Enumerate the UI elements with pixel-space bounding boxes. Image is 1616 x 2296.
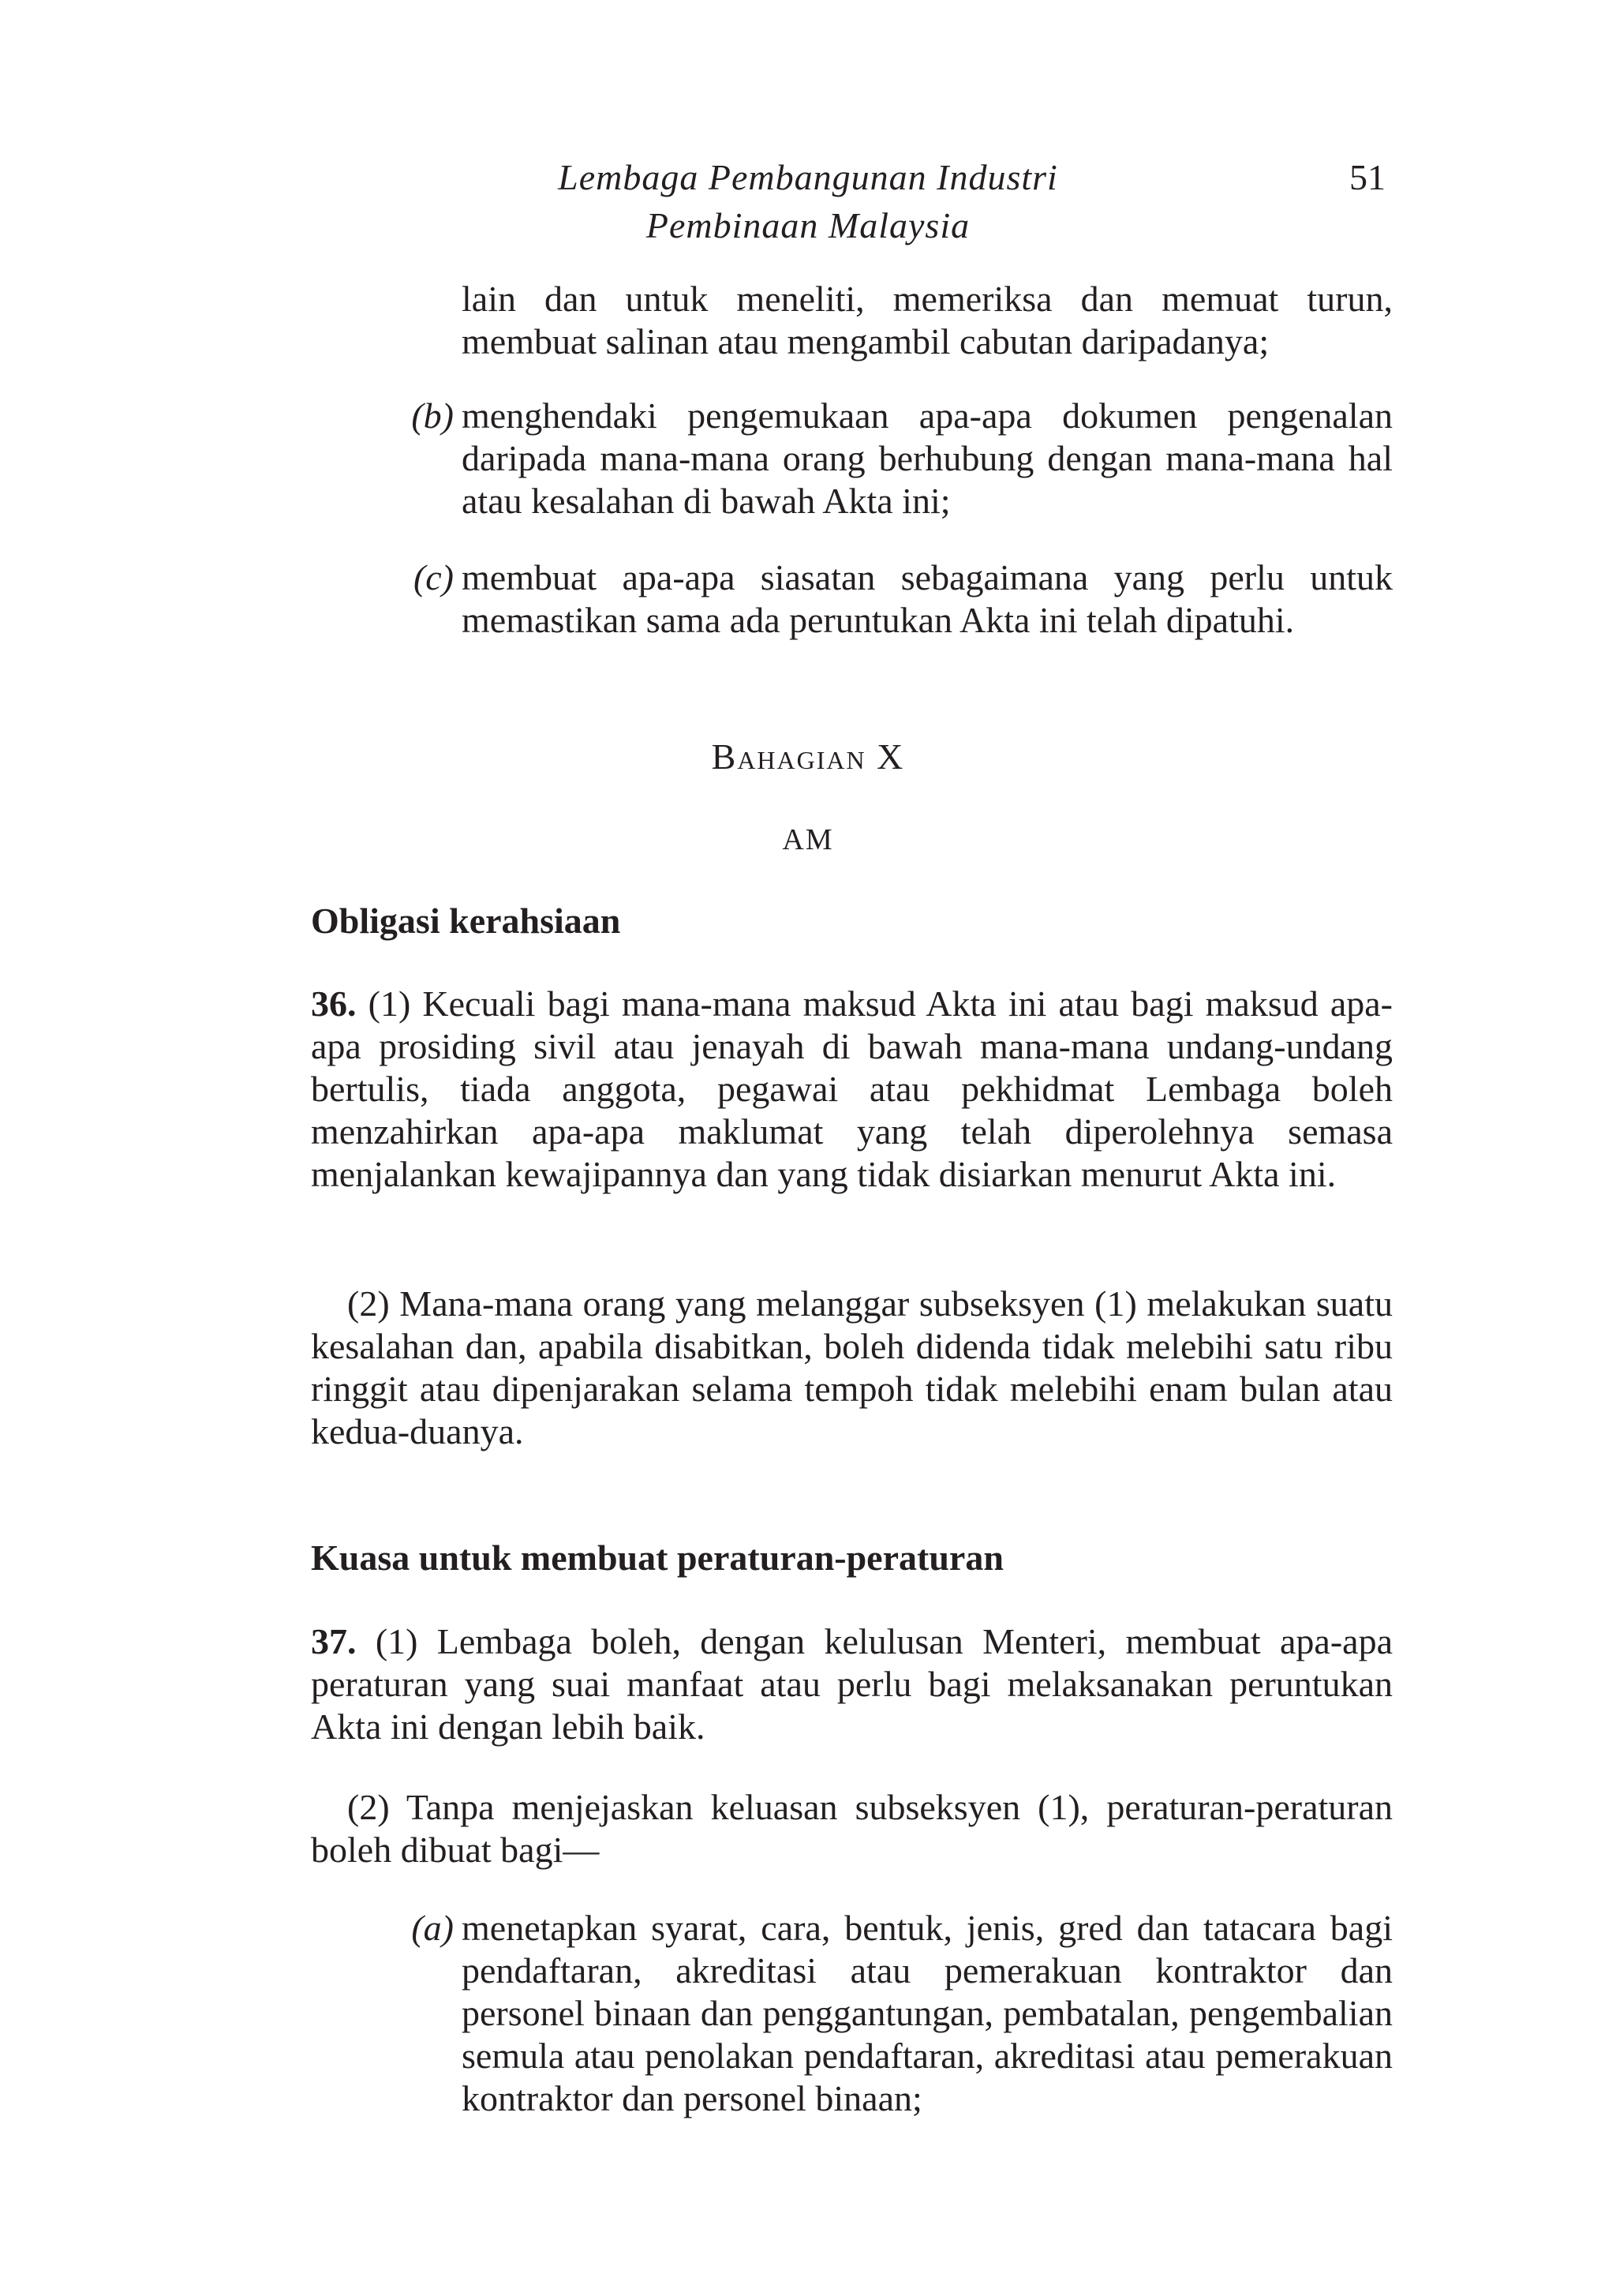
section-37-subsection-1-text: (1) Lembaga boleh, dengan kelulusan Menteri, membuat apa-apa peraturan yang suai manfaat atau perlu bagi melaksanakan peruntukan Akta ini dengan lebih baik. <box>311 1621 1393 1747</box>
running-header-title: Lembaga Pembangunan Industri Pembinaan Malaysia <box>558 157 1058 245</box>
continuation-paragraph: lain dan untuk meneliti, memeriksa dan memuat turun, membuat salinan atau mengambil cabutan daripadanya; <box>462 279 1393 361</box>
page-number: 51 <box>1349 157 1386 197</box>
part-subtitle: AM <box>782 823 834 856</box>
item-text-c: membuat apa-apa siasatan sebagaimana yang perlu untuk memastikan sama ada peruntukan Akta ini telah dipatuhi. <box>462 557 1393 640</box>
item-label-b: (b) <box>411 395 454 436</box>
item-label-c: (c) <box>413 557 454 597</box>
section-37-heading: Kuasa untuk membuat peraturan-peraturan <box>311 1538 1004 1578</box>
item-text-a: menetapkan syarat, cara, bentuk, jenis, gred dan tatacara bagi pendaftaran, akreditasi atau pemerakuan kontraktor dan personel binaan dan penggantungan, pembatalan, pengembalian semula atau penolakan pendaftaran, akreditasi atau pemerakuan kontraktor dan personel binaan; <box>462 1908 1393 2118</box>
section-37-subsection-2: (2) Tanpa menjejaskan keluasan subseksyen (1), peraturan-peraturan boleh dibuat bagi— <box>311 1787 1393 1870</box>
item-text-b: menghendaki pengemukaan apa-apa dokumen pengenalan daripada mana-mana orang berhubung dengan mana-mana hal atau kesalahan di bawah Akta ini; <box>462 395 1393 521</box>
section-36-number: 36. <box>311 983 357 1024</box>
section-36-subsection-1 <box>311 983 1393 1196</box>
section-36-subsection-1-text: (1) Kecuali bagi mana-mana maksud Akta ini atau bagi maksud apa-apa prosiding sivil atau jenayah di bawah mana-mana undang-undang bertulis, tiada anggota, pegawai atau pekhidmat Lembaga boleh menzahirkan apa-apa maklumat yang telah diperolehnya semasa menjalankan kewajipannya dan yang tidak disiarkan menurut Akta ini. <box>311 983 1393 1194</box>
section-36-subsection-2: (2) Mana-mana orang yang melanggar subseksyen (1) melakukan suatu kesalahan dan, apabila disabitkan, boleh didenda tidak melebihi satu ribu ringgit atau dipenjarakan selama tempoh tidak melebihi enam bulan atau kedua-duanya. <box>311 1283 1393 1451</box>
section-36-heading: Obligasi kerahsiaan <box>311 901 621 941</box>
section-37-subsection-1 <box>311 1620 1393 1748</box>
item-label-a: (a) <box>411 1908 454 1948</box>
section-37-number: 37. <box>311 1621 357 1661</box>
part-title: Bahagian X <box>711 736 905 777</box>
